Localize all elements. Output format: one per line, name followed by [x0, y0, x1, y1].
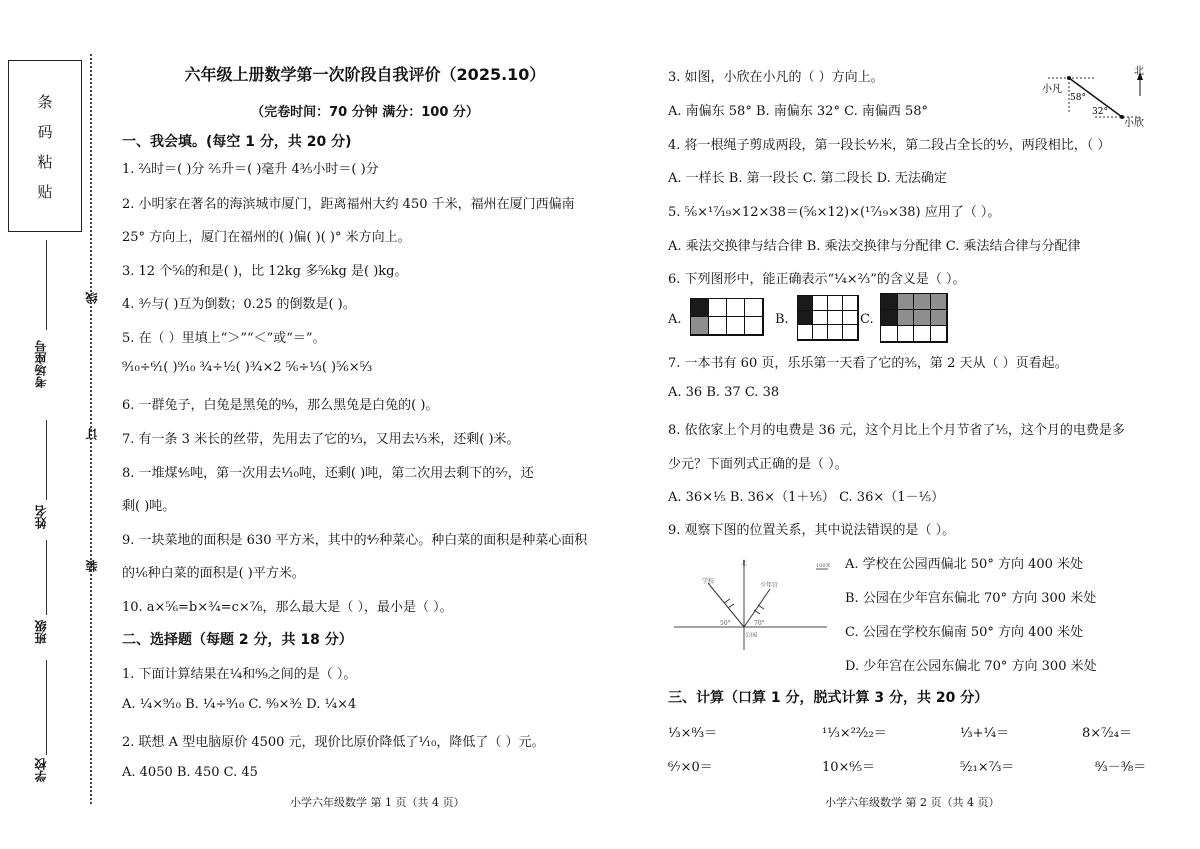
question-line: A. ¹⁄₄×⁹⁄₁₀ B. ¹⁄₄÷⁹⁄₁₀ C. ⁸⁄₉×³⁄₂ D. ¹⁄₄×4 [122, 697, 357, 712]
class-label: 班级 [34, 620, 48, 644]
cut-mark: 装 [85, 560, 99, 572]
barcode-paste-box [8, 60, 82, 232]
option-a-grid [690, 298, 764, 336]
question-line: A. 4050 B. 450 C. 45 [122, 765, 258, 780]
calc-item: ¹¹⁄₃×²²⁄₂₂＝ [822, 726, 887, 741]
option-label: A. [668, 312, 682, 327]
section-title: 二、选择题（每题 2 分，共 18 分） [122, 632, 353, 648]
calc-item: ⁶⁄₇×0＝ [668, 760, 713, 775]
q3-angle-label: 32° [1092, 107, 1108, 117]
q9-angle-label: 50° [720, 620, 731, 627]
page-title: 六年级上册数学第一次阶段自我评价（2025.10） [184, 65, 546, 84]
answer-option: C. 公园在学校东偏南 50° 方向 400 米处 [845, 625, 1084, 640]
calc-item: 10×⁶⁄₅＝ [822, 760, 876, 775]
question-line: 6. 下列图形中，能正确表示“¹⁄₄×²⁄₃”的含义是（ ）。 [668, 272, 966, 287]
cut-mark: 线 [85, 292, 99, 304]
section-title: 三、计算（口算 1 分，脱式计算 3 分，共 20 分） [668, 690, 989, 706]
q9-tick-icon [724, 599, 730, 603]
option-label: B. [775, 312, 789, 327]
question-line: A. 乘法交换律与结合律 B. 乘法交换律与分配律 C. 乘法结合律与分配律 [668, 239, 1081, 254]
q9-park-label: 公园 [745, 632, 758, 639]
question-line: A. 36 B. 37 C. 38 [668, 385, 780, 400]
question-line: 少元？下面列式正确的是（ ）。 [668, 457, 848, 472]
question-line: 6. 一群兔子，白兔是黑兔的⁸⁄₉，那么黑兔是白兔的( )。 [122, 398, 439, 413]
question-line: 8. 依依家上个月的电费是 36 元，这个月比上个月节省了¹⁄₅，这个月的电费是多 [668, 423, 1125, 438]
question-line: 8. 一堆煤⁴⁄₅吨，第一次用去¹⁄₁₀吨，还剩( )吨，第二次用去剩下的²⁄₇，还 [122, 466, 534, 481]
question-line: 4. ³⁄₇与( )互为倒数；0.25 的倒数是( )。 [122, 297, 356, 312]
q9-north-label: 北 [741, 560, 748, 567]
barcode-char: 贴 [37, 183, 53, 201]
option-c-grid [880, 293, 948, 343]
q3-xiaofan-label: 小凡 [1042, 84, 1062, 95]
calc-item: ¹⁄₃×⁸⁄₃＝ [668, 726, 718, 741]
q3-angle-label: 58° [1070, 93, 1086, 103]
calc-item: ⁵⁄₂₁×⁷⁄₃＝ [960, 760, 1015, 775]
q9-tick-icon [758, 605, 764, 609]
q9-tick-icon [728, 604, 734, 608]
question-line: 3. 12 个⁵⁄₆的和是( )，比 12kg 多⁵⁄₆kg 是( )kg。 [122, 264, 408, 279]
option-label: C. [860, 312, 874, 327]
binding-dotted-line [90, 54, 92, 804]
calc-item: 8×⁷⁄₂₄＝ [1082, 726, 1132, 741]
q3-xiaoxin-label: 小欣 [1124, 118, 1144, 129]
barcode-char: 条 [37, 93, 53, 111]
question-line: A. 一样长 B. 第一段长 C. 第二段长 D. 无法确定 [668, 171, 947, 186]
question-line: A. 南偏东 58° B. 南偏东 32° C. 南偏西 58° [668, 104, 929, 119]
q9-school-label: 学校 [702, 578, 715, 585]
question-line: 5. 在（ ）里填上“＞”“＜”或“＝”。 [122, 331, 326, 346]
question-line: 10. a×⁵⁄₆=b×³⁄₄=c×⁷⁄₈，那么最大是（ ），最小是（ ）。 [122, 600, 453, 615]
school-line [46, 660, 47, 755]
question-line: A. 36×¹⁄₅ B. 36×（1＋¹⁄₅） C. 36×（1－¹⁄₅） [668, 490, 945, 505]
question-line: 4. 将一根绳子剪成两段，第一段长⁴⁄₇米，第二段占全长的⁴⁄₇，两段相比，（ ） [668, 138, 1111, 153]
name-line [46, 420, 47, 500]
question-line: 剩( )吨。 [122, 499, 176, 514]
question-line: 2. 小明家在著名的海滨城市厦门，距离福州大约 450 千米，福州在厦门西偏南 [122, 197, 575, 212]
q9-angle-label: 70° [754, 620, 765, 627]
exam-seat-label: 考场座号 [34, 340, 48, 388]
answer-option: A. 学校在公园西偏北 50° 方向 400 米处 [845, 557, 1084, 572]
school-label: 学校 [34, 758, 48, 782]
exam-info: （完卷时间：70 分钟 满分：100 分） [251, 105, 479, 120]
question-line: 1. ²⁄₃时＝( )分 ²⁄₅升＝( )毫升 4³⁄₅小时＝( )分 [122, 162, 379, 177]
class-line [46, 540, 47, 615]
answer-option: B. 公园在少年宫东偏北 70° 方向 300 米处 [845, 591, 1097, 606]
calc-item: ¹⁄₃+¹⁄₄＝ [960, 726, 1010, 741]
q9-scale-label: 100米 [816, 563, 831, 569]
question-line: 25° 方向上，厦门在福州的( )偏( )( )° 米方向上。 [122, 230, 411, 245]
page-footer: 小学六年级数学 第 1 页（共 4 页） [290, 796, 465, 809]
answer-option: D. 少年宫在公园东偏北 70° 方向 300 米处 [845, 659, 1097, 674]
question-line: 7. 有一条 3 米长的丝带，先用去了它的¹⁄₃，又用去¹⁄₃米，还剩( )米。 [122, 432, 520, 447]
question-line: 9. 观察下图的位置关系，其中说法错误的是（ ）。 [668, 523, 956, 538]
barcode-char: 粘 [37, 153, 53, 171]
option-b-grid [797, 295, 859, 341]
question-line: 9. 一块菜地的面积是 630 平方米，其中的⁴⁄₇种菜心。种白菜的面积是种菜心面积 [122, 533, 588, 548]
page-footer: 小学六年级数学 第 2 页（共 4 页） [825, 796, 1000, 809]
question-line: ⁹⁄₁₀÷⁶⁄₁( )⁹⁄₁₀ ³⁄₄÷¹⁄₂( )³⁄₄×2 ⁵⁄₆÷¹⁄₃( )⁵⁄₆×⁵⁄₃ [122, 360, 373, 375]
q9-youth-label: 少年宫 [760, 582, 779, 589]
question-line: 2. 联想 A 型电脑原价 4500 元，现价比原价降低了¹⁄₁₀，降低了（ ）元。 [122, 735, 545, 750]
q3-direction-figure [1040, 62, 1160, 132]
question-line: 1. 下面计算结果在¹⁄₄和⁸⁄₉之间的是（ ）。 [122, 667, 357, 682]
cut-mark: 订 [85, 428, 99, 440]
q9-position-figure [672, 555, 832, 655]
name-label: 姓名 [34, 505, 48, 529]
q3-xiaofan-point [1067, 76, 1071, 80]
section-title: 一、我会填。(每空 1 分，共 20 分) [122, 134, 352, 150]
question-line: 的¹⁄₆种白菜的面积是( )平方米。 [122, 566, 305, 581]
calc-item: ⁸⁄₃－³⁄₈＝ [1095, 760, 1147, 775]
question-line: 3. 如图，小欣在小凡的（ ）方向上。 [668, 70, 884, 85]
q9-tick-icon [754, 610, 760, 614]
question-line: 5. ⁵⁄₆×¹⁷⁄₁₉×12×38＝(⁵⁄₆×12)×(¹⁷⁄₁₉×38) 应用了（ ）。 [668, 205, 1001, 220]
exam-seat-line [46, 240, 47, 330]
q3-north-label: 北 [1134, 66, 1144, 77]
question-line: 7. 一本书有 60 页，乐乐第一天看了它的³⁄₅，第 2 天从（ ）页看起。 [668, 356, 1068, 371]
barcode-char: 码 [37, 123, 53, 141]
